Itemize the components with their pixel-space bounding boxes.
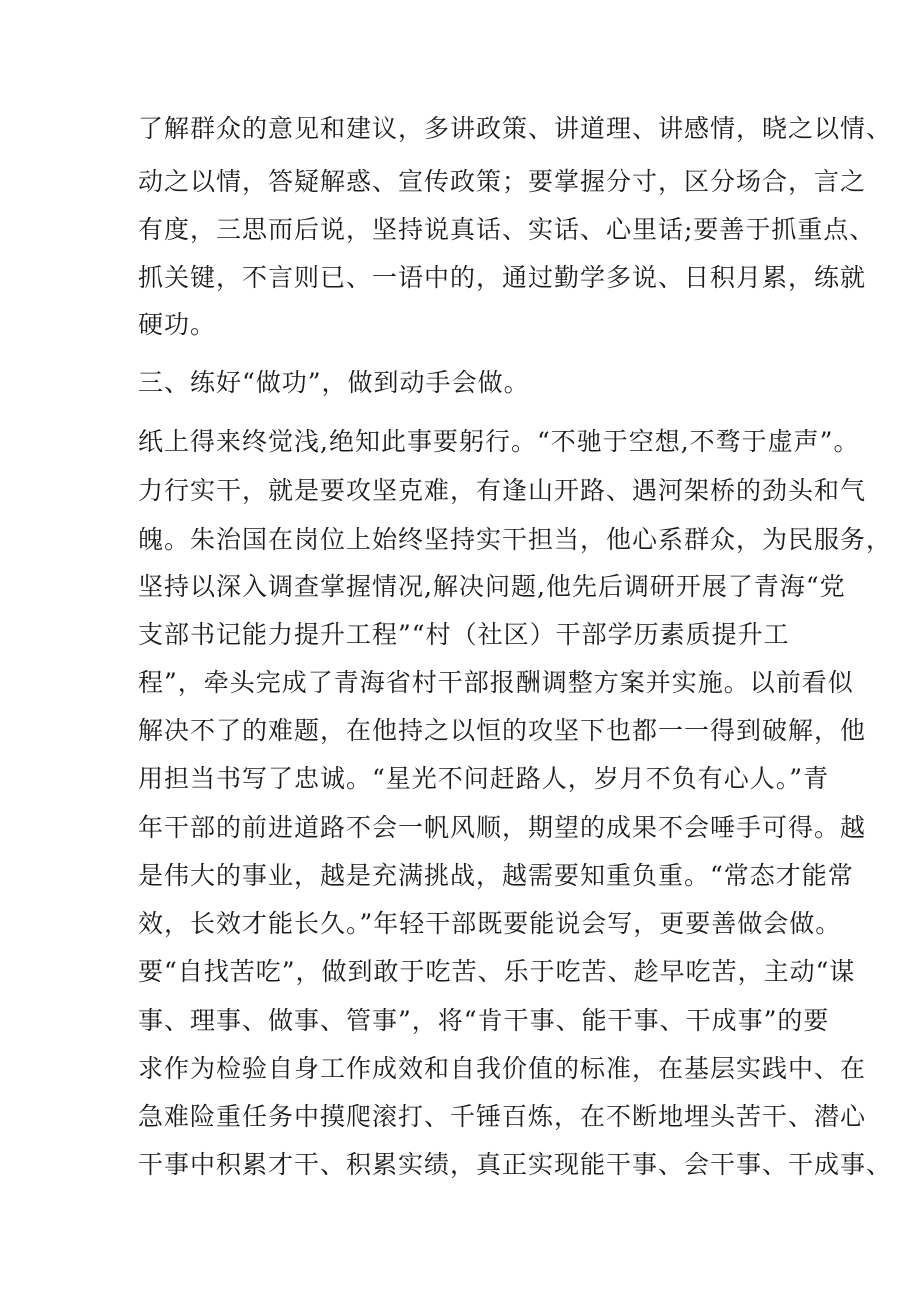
text-line: 支部书记能力提升工程”“村（社区）干部学历素质提升工 [138, 620, 790, 649]
text-line: 效，长效才能长久。”年轻干部既要能说会写，更要善做会做。 [138, 909, 842, 938]
text-line: 抓关键，不言则已、一语中的，通过勤学多说、日积月累，练就 [138, 263, 867, 292]
text-line: 事、理事、做事、管事”，将“肯干事、能干事、干成事”的要 [138, 1006, 830, 1035]
text-line: 硬功。 [138, 310, 217, 339]
text-line: 纸上得来终觉浅,绝知此事要躬行。“不驰于空想,不骛于虚声”。 [138, 427, 860, 456]
text-line: 解决不了的难题，在他持之以恒的攻坚下也都一一得到破解，他 [138, 716, 867, 745]
text-line: 要“自找苦吃”，做到敢于吃苦、乐于吃苦、趁早吃苦，主动“谋 [138, 957, 856, 986]
text-line: 魄。朱治国在岗位上始终坚持实干担当，他心系群众，为民服务， [138, 525, 893, 554]
text-line: 是伟大的事业，越是充满挑战，越需要知重负重。“常态才能常 [138, 861, 854, 890]
text-line: 求作为检验自身工作成效和自我价值的标准，在基层实践中、在 [138, 1054, 867, 1083]
text-line: 坚持以深入调查掌握情况,解决问题,他先后调研开展了青海“党 [138, 572, 846, 601]
text-line: 年干部的前进道路不会一帆风顺，期望的成果不会唾手可得。越 [138, 813, 867, 842]
text-line: 急难险重任务中摸爬滚打、千锤百炼，在不断地埋头苦干、潜心 [138, 1102, 867, 1131]
text-line: 动之以情，答疑解惑、宣传政策；要掌握分寸，区分场合，言之 [138, 167, 867, 196]
text-line: 力行实干，就是要攻坚克难，有逢山开路、遇河架桥的劲头和气 [138, 476, 867, 505]
text-line: 干事中积累才干、积累实绩，真正实现能干事、会干事、干成事、 [138, 1150, 893, 1179]
text-line: 程”，牵头完成了青海省村干部报酬调整方案并实施。以前看似 [138, 668, 854, 697]
text-line: 了解群众的意见和建议，多讲政策、讲道理、讲感情，晓之以情、 [138, 114, 893, 143]
section-heading: 三、练好“做功”，做到动手会做。 [138, 368, 530, 397]
text-line: 有度，三思而后说，坚持说真话、实话、心里话;要善于抓重点、 [138, 215, 876, 244]
text-line: 用担当书写了忠诚。“星光不问赶路人，岁月不负有心人。”青 [138, 764, 830, 793]
